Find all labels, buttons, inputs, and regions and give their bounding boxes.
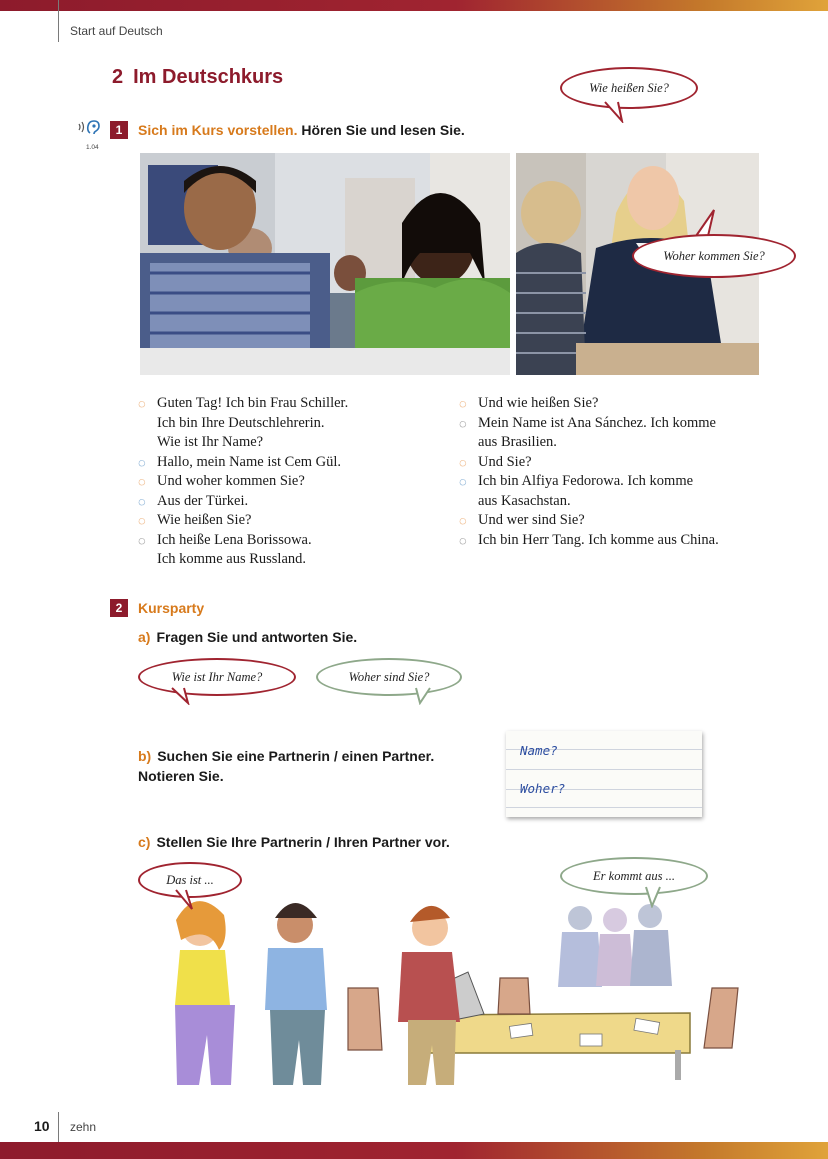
top-color-band bbox=[0, 0, 828, 11]
dialog-text: Ich bin Herr Tang. Ich komme aus China. bbox=[478, 531, 719, 548]
dialog-text: Mein Name ist Ana Sánchez. Ich komme aus Brasilien. bbox=[478, 414, 716, 450]
task-c bbox=[138, 834, 450, 850]
page-number: 10 bbox=[34, 1118, 50, 1134]
task-c-text: Stellen Sie Ihre Partnerin / Ihren Partner vor. bbox=[156, 834, 450, 850]
bubble-tail-4 bbox=[410, 687, 436, 710]
header-divider bbox=[58, 0, 59, 42]
dialog-line bbox=[138, 511, 438, 531]
notes-card bbox=[506, 731, 702, 817]
speech-bubble-woher-kommen: Woher kommen Sie? bbox=[632, 234, 796, 278]
dialog-line bbox=[138, 453, 438, 473]
dialog-line bbox=[459, 472, 759, 511]
dialog-text: Und woher kommen Sie? bbox=[157, 473, 305, 489]
speech-bubble-wie-heissen: Wie heißen Sie? bbox=[560, 67, 698, 109]
speech-bubble-blue-icon: ◌ bbox=[138, 454, 146, 470]
speech-bubble-er-kommt-aus: Er kommt aus ... bbox=[560, 857, 708, 895]
exercise-2-title: Kursparty bbox=[138, 600, 205, 616]
exercise-1-title-rest: Hören Sie und lesen Sie. bbox=[301, 122, 465, 138]
speech-bubble-outline-icon: ◌ bbox=[138, 532, 146, 548]
speech-bubble-woher-sind-sie: Woher sind Sie? bbox=[316, 658, 462, 696]
speech-bubble-orange-icon: ◌ bbox=[138, 474, 146, 489]
speech-bubble-blue-icon: ◌ bbox=[459, 474, 467, 489]
dialog-text: Aus der Türkei. bbox=[157, 492, 249, 509]
bubble-tail-6 bbox=[640, 886, 666, 913]
dialog-line bbox=[459, 531, 759, 551]
dialog-line bbox=[138, 492, 438, 512]
bottom-color-band bbox=[0, 1142, 828, 1159]
task-b-letter: b) bbox=[138, 748, 152, 764]
task-c-letter: c) bbox=[138, 834, 151, 850]
speech-bubble-orange-icon: ◌ bbox=[138, 513, 146, 528]
speech-bubble-wie-ist-ihr-name: Wie ist Ihr Name? bbox=[138, 658, 296, 696]
dialog-line bbox=[138, 472, 438, 492]
dialog-text: Wie heißen Sie? bbox=[157, 512, 252, 528]
dialog-line bbox=[138, 394, 438, 453]
running-title: Start auf Deutsch bbox=[70, 24, 163, 38]
bubble-tail-1 bbox=[600, 101, 630, 128]
dialog-text: Hallo, mein Name ist Cem Gül. bbox=[157, 453, 342, 470]
party-illustration bbox=[140, 890, 740, 1085]
speech-bubble-outline-icon: ◌ bbox=[459, 415, 467, 431]
footer-divider bbox=[58, 1112, 59, 1142]
task-a-letter: a) bbox=[138, 629, 151, 645]
bubble-tail-5 bbox=[172, 889, 198, 916]
task-b bbox=[138, 726, 478, 786]
card-name-field: Name? bbox=[520, 743, 558, 758]
speech-bubble-orange-icon: ◌ bbox=[138, 396, 146, 411]
speech-bubble-blue-icon: ◌ bbox=[138, 493, 146, 509]
speech-bubble-outline-icon: ◌ bbox=[459, 532, 467, 548]
dialog-text: Und wer sind Sie? bbox=[478, 512, 585, 528]
task-a bbox=[138, 629, 357, 645]
audio-ear-icon[interactable] bbox=[76, 118, 104, 136]
dialog-text: Ich bin Alfiya Fedorowa. Ich komme aus Kasachstan. bbox=[478, 473, 694, 509]
card-woher-field: Woher? bbox=[520, 781, 566, 796]
dialog-line bbox=[459, 414, 759, 453]
speech-bubble-orange-icon: ◌ bbox=[459, 396, 467, 411]
classroom-photo bbox=[140, 153, 510, 375]
dialog-text: Und Sie? bbox=[478, 453, 532, 470]
dialog-line bbox=[138, 531, 438, 570]
chapter-number: 2 bbox=[112, 66, 124, 88]
speech-bubble-orange-icon: ◌ bbox=[459, 454, 467, 470]
dialog-text: Und wie heißen Sie? bbox=[478, 395, 599, 411]
chapter-title: Im Deutschkurs bbox=[133, 66, 284, 88]
task-a-text: Fragen Sie und antworten Sie. bbox=[156, 629, 358, 645]
exercise-1-title-colored: Sich im Kurs vorstellen. bbox=[138, 122, 298, 138]
dialog-line bbox=[459, 394, 759, 414]
task-b-text: Suchen Sie eine Partnerin / einen Partner. Notieren Sie. bbox=[138, 748, 435, 784]
exercise-number-2: 2 bbox=[110, 599, 128, 617]
dialog-text: Ich heiße Lena Borissowa. Ich komme aus Russland. bbox=[157, 531, 312, 567]
exercise-1-title bbox=[138, 122, 465, 138]
dialog-left-column bbox=[138, 394, 438, 570]
exercise-number-1: 1 bbox=[110, 121, 128, 139]
dialog-right-column bbox=[459, 394, 759, 550]
dialog-line bbox=[459, 511, 759, 531]
speech-bubble-orange-icon: ◌ bbox=[459, 513, 467, 528]
dialog-text: Guten Tag! Ich bin Frau Schiller. Ich bin Ihre Deutschlehrerin. Wie ist Ihr Name? bbox=[157, 395, 349, 450]
chapter-heading bbox=[112, 66, 283, 89]
dialog-line bbox=[459, 453, 759, 473]
track-number: 1.04 bbox=[86, 144, 99, 151]
speech-bubble-das-ist: Das ist ... bbox=[138, 862, 242, 898]
page-word: zehn bbox=[70, 1120, 97, 1134]
bubble-tail-3 bbox=[168, 687, 194, 710]
